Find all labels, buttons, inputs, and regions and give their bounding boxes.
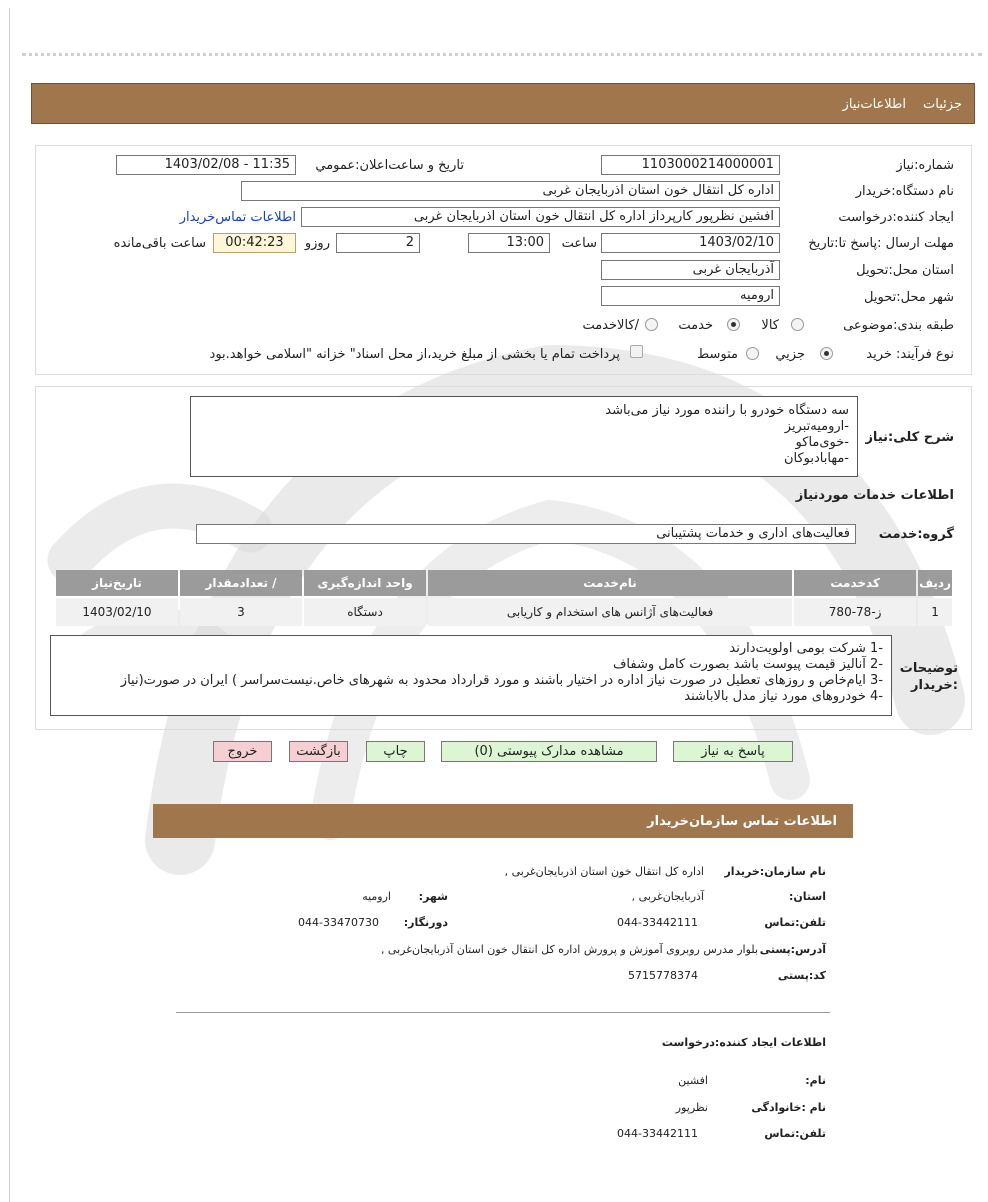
note-line: -1 شرکت بومی اولویت‌دارند [729,641,883,656]
need-number-label: شماره:نیاز [896,158,954,173]
days-field: 2 [336,233,420,253]
description-line: -ارومیه‌تبریز [784,419,849,434]
service-group-label: گروه:خدمت [878,527,954,542]
contact-province-label: استان: [789,890,826,903]
contact-phone-value: 044-33442111 [617,916,698,929]
cell-service-code: ز-78-780 [794,598,916,626]
deadline-date-field: 1403/02/10 [601,233,780,253]
announce-field: 1403/02/08 - 11:35 [116,155,296,175]
cell-row-number: 1 [918,598,952,626]
buyer-notes-textarea [50,635,892,716]
process-label: نوع فرآیند: خرید [866,347,954,362]
col-service-name: نام‌خدمت [428,570,792,596]
province-label: استان محل:تحویل [856,263,954,278]
table-header-row [56,570,952,596]
table-row [56,598,952,626]
creator-name-label: نام: [805,1074,826,1087]
col-unit: واحد اندازه‌گیری [304,570,426,596]
announce-label: تاریخ و ساعت‌اعلان:عمومي [315,158,464,173]
col-quantity: / تعدادمقدار [180,570,302,596]
contact-province-value: آذربایجان‌غربی , [631,890,704,903]
note-line: -3 ایام‌خاص و روزهای تعطیل در صورت نیاز اداره در اختیار باشند و مورد قرارداد محدود به شهرهای خاص.نیست‌سراسر ) ایران در صورت(نیاز [120,673,883,688]
need-number-field: 1103000214000001 [601,155,780,175]
buyer-contact-title: اطلاعات تماس سازمان‌خریدار [647,814,837,829]
contact-fax-value: 044-33470730 [298,916,379,929]
services-title: اطلاعات خدمات موردنیاز [795,488,954,503]
top-dotted-divider [22,53,982,56]
category-both-label: /کالاخدمت [582,318,639,333]
creator-phone-value: 044-33442111 [617,1127,698,1140]
deadline-time-field: 13:00 [468,233,550,253]
creator-field: افشین نظرپور کارپرداز اداره کل انتقال خون استان اذربایجان غربی [301,207,780,227]
days-label: روزو [304,236,330,251]
category-goods-label: کالا [761,318,779,333]
need-info-panel [35,145,972,375]
remaining-timer: 00:42:23 [213,233,296,253]
treasury-payment-note: پرداخت تمام یا بخشی از مبلغ خرید،از محل اسناد" خزانه "اسلامی خواهد.بود [209,347,620,362]
buyer-contact-header [153,804,853,838]
tab-details[interactable]: جزئیات [923,97,962,112]
contact-address-value: بلوار مدرس روبروی آموزش و پرورش اداره کل انتقال خون استان آذربایجان‌غربی , [380,943,758,956]
back-button[interactable]: بازگشت [289,741,348,762]
exit-button[interactable]: خروج [213,741,272,762]
creator-label: ایجاد کننده:درخواست [838,210,954,225]
deadline-time-label: ساعت [561,236,597,251]
page-header-bar [31,83,975,124]
creator-phone-label: تلفن:تماس [764,1127,826,1140]
buyer-org-field: اداره کل انتقال خون استان اذربایجان غربی [241,181,780,201]
creator-name-value: افشین [678,1074,708,1087]
category-goods-radio[interactable] [791,318,804,331]
description-line: -خوی‌ماکو [795,435,849,450]
description-line: سه دستگاه خودرو با راننده مورد نیاز می‌باشد [605,403,849,418]
left-border-line [9,8,10,1202]
category-label: طبقه بندی:موضوعی [843,318,954,333]
cell-quantity: 3 [180,598,302,626]
contact-phone-label: تلفن:تماس [764,916,826,929]
contact-postal-label: کد:پستی [777,969,826,982]
tab-need-info[interactable]: اطلاعات‌نیاز [842,97,906,112]
process-medium-radio[interactable] [746,347,759,360]
process-partial-radio[interactable] [820,347,833,360]
category-both-radio[interactable] [645,318,658,331]
remaining-label: ساعت باقی‌مانده [113,236,206,251]
city-label: شهر محل:تحویل [864,290,954,305]
contact-city-label: شهر: [418,890,448,903]
treasury-payment-checkbox[interactable] [630,345,643,358]
cell-unit: دستگاه [304,598,426,626]
category-service-radio[interactable] [727,318,740,331]
contact-fax-label: دورنگار: [403,916,448,929]
contact-city-value: ارومیه [362,890,391,903]
description-textarea [190,396,858,477]
note-line: -4 خودروهای مورد نیاز مدل بالاباشند [684,689,883,704]
description-label: شرح کلی:نیاز [865,430,954,445]
service-group-field: فعالیت‌های اداری و خدمات پشتیبانی [196,524,856,544]
creator-family-value: نظرپور [675,1101,708,1114]
print-button[interactable]: چاپ [366,741,425,762]
cell-service-name: فعالیت‌های آژانس های استخدام و کاریابی [428,598,792,626]
contact-postal-value: 5715778374 [628,969,698,982]
creator-info-title: اطلاعات ایجاد کننده:درخواست [661,1036,826,1049]
process-medium-label: متوسط [697,347,738,362]
attachments-button[interactable]: مشاهده مدارک پیوستی (0) [441,741,657,762]
city-field: ارومیه [601,286,780,306]
col-row-number: ردیف [918,570,952,596]
description-line: -مهابادبوکان [783,451,849,466]
reply-button[interactable]: پاسخ به نیاز [673,741,793,762]
contact-org-value: اداره کل انتقال خون استان اذربایجان‌غربی , [504,865,704,878]
contact-org-label: نام سازمان:خریدار [724,865,826,878]
buyer-notes-label: توضیحات :خریدار [899,661,958,693]
buyer-contact-link[interactable]: اطلاعات تماس‌خریدار [179,210,296,225]
col-service-code: کدخدمت [794,570,916,596]
process-partial-label: جزيي [775,347,805,362]
creator-family-label: نام :خانوادگی [751,1101,826,1114]
buyer-org-label: نام دستگاه:خریدار [855,184,954,199]
category-service-label: خدمت [678,318,713,333]
services-table [54,568,954,628]
cell-need-date: 1403/02/10 [56,598,178,626]
deadline-label: مهلت ارسال :پاسخ تا:تاریخ [808,236,954,251]
contact-separator [176,1012,830,1013]
province-field: آذربایجان غربی [601,260,780,280]
note-line: -2 آنالیز قیمت پیوست باشد بصورت کامل وشفاف [612,657,883,672]
contact-address-label: آدرس:پستی [759,943,826,956]
col-need-date: تاریخ‌نیاز [56,570,178,596]
